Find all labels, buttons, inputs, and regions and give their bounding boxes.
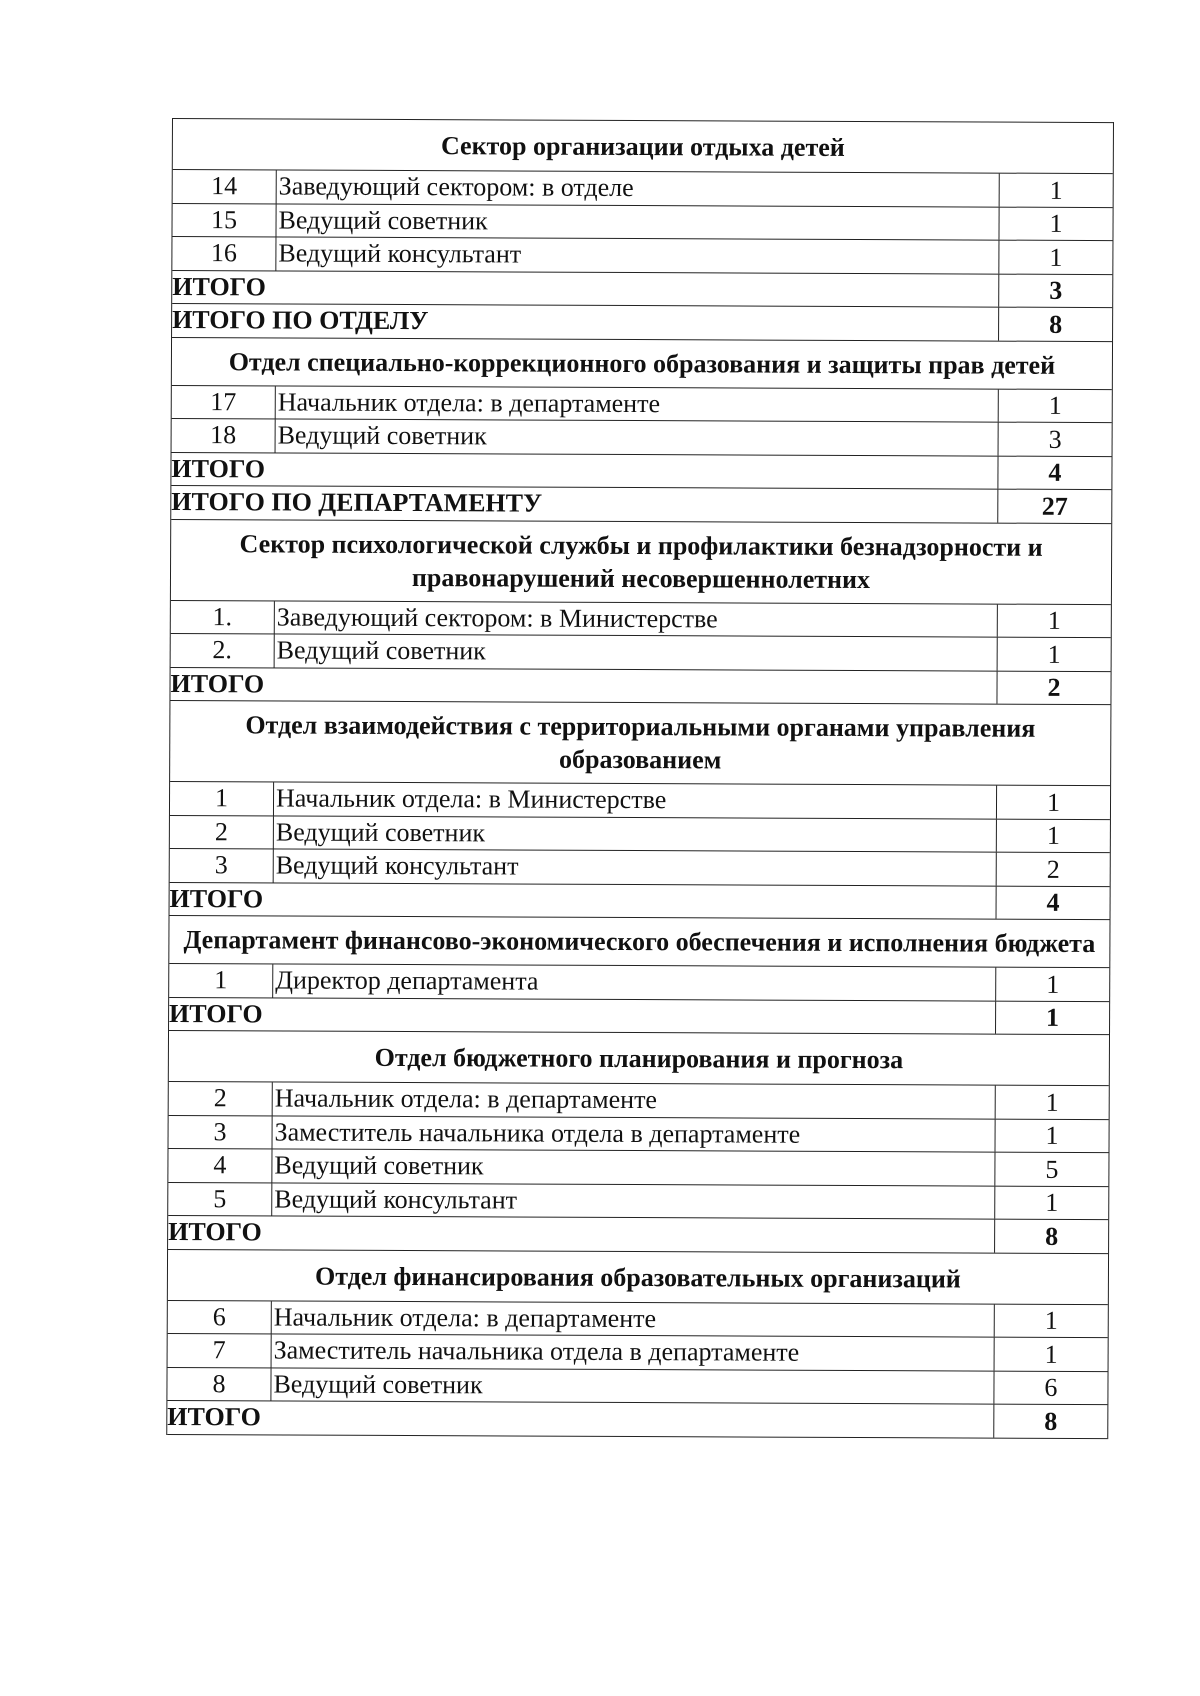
- position-number: 2.: [171, 634, 275, 667]
- position-number: 1: [169, 964, 273, 997]
- position-number: 16: [172, 237, 276, 270]
- total-label: ИТОГО: [167, 1402, 261, 1432]
- position-title: Заместитель начальника отдела в департаменте: [273, 1335, 800, 1367]
- position-title: Ведущий советник: [276, 635, 486, 666]
- position-count: 1: [996, 786, 1110, 819]
- position-title: Начальник отдела: в департаменте: [274, 1083, 658, 1115]
- position-row: [169, 964, 1109, 1002]
- position-title: Заведующий сектором: в Министерстве: [276, 602, 718, 634]
- total-row: [170, 882, 1110, 920]
- position-count: 1: [995, 1086, 1109, 1119]
- position-title: Ведущий советник: [275, 817, 486, 848]
- total-count: 8: [993, 1405, 1107, 1438]
- position-count: 2: [996, 853, 1110, 886]
- total-label: ИТОГО: [168, 1217, 262, 1247]
- position-title: Ведущий советник: [274, 1150, 484, 1181]
- position-row: [168, 1300, 1108, 1338]
- position-number: 5: [168, 1182, 272, 1215]
- position-row: [172, 386, 1112, 424]
- position-count: 1: [994, 1338, 1108, 1371]
- position-row: [168, 1182, 1108, 1220]
- position-count: 1: [998, 241, 1112, 274]
- section-header: Отдел специально-коррекционного образования и защиты прав детей: [172, 338, 1112, 390]
- position-row: [171, 600, 1111, 638]
- position-row: [167, 1367, 1107, 1405]
- position-title: Ведущий консультант: [278, 238, 522, 269]
- position-row: [170, 849, 1110, 887]
- position-title: Ведущий советник: [278, 205, 488, 236]
- position-count: 1: [999, 174, 1113, 207]
- position-number: 17: [172, 386, 276, 419]
- position-number: 1: [170, 782, 274, 815]
- position-number: 1.: [171, 600, 275, 633]
- position-row: [170, 782, 1110, 820]
- position-title: Ведущий консультант: [274, 1184, 518, 1215]
- total-count: 4: [996, 886, 1110, 919]
- total-label: ИТОГО: [171, 453, 266, 484]
- position-row: [169, 1115, 1109, 1153]
- position-title: Ведущий советник: [277, 420, 487, 451]
- position-number: 18: [172, 419, 276, 452]
- position-count: 1: [997, 604, 1111, 637]
- section-header: Сектор организации отдыха детей: [173, 119, 1113, 174]
- position-row: [170, 815, 1110, 853]
- position-title: Ведущий консультант: [275, 850, 519, 881]
- position-row: [168, 1334, 1108, 1372]
- total-label: ИТОГО: [170, 668, 265, 699]
- total-row: [172, 304, 1112, 342]
- total-row: [170, 667, 1110, 705]
- total-count: 4: [997, 456, 1111, 489]
- position-number: 15: [172, 204, 276, 237]
- position-count: 1: [994, 1119, 1108, 1152]
- total-row: [168, 1216, 1108, 1254]
- position-count: 1: [998, 389, 1112, 422]
- position-number: 2: [169, 1082, 273, 1115]
- section-header: Отдел бюджетного планирования и прогноза: [169, 1031, 1109, 1086]
- position-count: 1: [996, 819, 1110, 852]
- total-row: [172, 271, 1112, 309]
- position-count: 3: [998, 423, 1112, 456]
- total-row: [169, 997, 1109, 1035]
- total-count: 8: [994, 1220, 1108, 1253]
- position-row: [172, 419, 1112, 457]
- total-row: [171, 453, 1111, 491]
- section-header: Департамент финансово-экономического обеспечения и исполнения бюджета: [169, 916, 1109, 968]
- position-row: [172, 204, 1112, 242]
- position-number: 14: [173, 170, 277, 203]
- position-title: Заведующий сектором: в отделе: [278, 171, 634, 203]
- total-count: 1: [995, 1001, 1109, 1034]
- total-count: 8: [998, 308, 1112, 341]
- position-number: 3: [169, 1115, 273, 1148]
- position-count: 1: [995, 968, 1109, 1001]
- position-number: 4: [168, 1149, 272, 1182]
- position-count: 1: [994, 1186, 1108, 1219]
- section-header: Сектор психологической службы и профилактики безнадзорности и правонарушений несовершеннолетних: [171, 520, 1111, 605]
- position-count: 6: [993, 1371, 1107, 1404]
- total-row: [167, 1401, 1107, 1439]
- position-title: Начальник отдела: в Министерстве: [275, 783, 667, 815]
- position-row: [173, 170, 1113, 208]
- position-count: 1: [998, 207, 1112, 240]
- position-count: 1: [997, 638, 1111, 671]
- total-label: ИТОГО: [169, 998, 263, 1029]
- position-title: Директор департамента: [275, 965, 539, 996]
- total-label: ИТОГО ПО ОТДЕЛУ: [172, 305, 429, 336]
- position-number: 2: [170, 815, 274, 848]
- total-label: ИТОГО: [169, 883, 264, 914]
- position-number: 6: [168, 1300, 272, 1333]
- position-title: Начальник отдела: в департаменте: [277, 387, 661, 418]
- total-label: ИТОГО ПО ДЕПАРТАМЕНТУ: [171, 487, 543, 518]
- position-row: [168, 1149, 1108, 1187]
- total-count: 2: [996, 671, 1110, 704]
- position-number: 3: [170, 849, 274, 882]
- position-row: [172, 237, 1112, 275]
- position-title: Заместитель начальника отдела в департаменте: [274, 1117, 801, 1149]
- position-row: [169, 1082, 1109, 1120]
- position-count: 5: [994, 1153, 1108, 1186]
- total-count: 27: [997, 490, 1111, 523]
- position-number: 8: [167, 1367, 271, 1400]
- position-number: 7: [168, 1334, 272, 1367]
- staff-table: [166, 118, 1114, 1439]
- position-title: Ведущий советник: [273, 1369, 483, 1400]
- total-count: 3: [998, 274, 1112, 307]
- section-header: Отдел финансирования образовательных организаций: [168, 1249, 1108, 1304]
- total-row: [171, 486, 1111, 524]
- position-title: Начальник отдела: в департаменте: [273, 1302, 657, 1333]
- total-label: ИТОГО: [172, 271, 266, 302]
- section-header: Отдел взаимодействия с территориальными органами управления образованием: [170, 701, 1110, 786]
- position-count: 1: [994, 1304, 1108, 1337]
- position-row: [171, 634, 1111, 672]
